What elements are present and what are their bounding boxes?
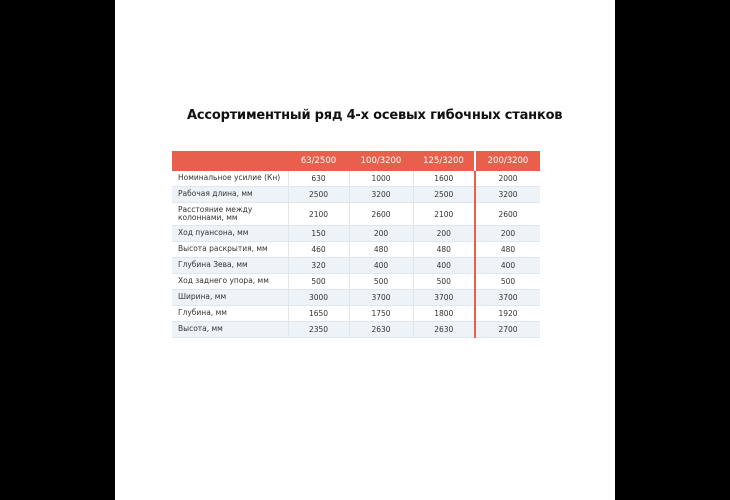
table-cell: 460 [288,242,349,258]
table-cell: 2500 [413,187,475,203]
table-cell: 3700 [349,290,413,306]
column-header-parameter [172,151,288,171]
table-cell: 1800 [413,306,475,322]
table-row [172,171,540,187]
table-cell: 2500 [288,187,349,203]
table-row [172,306,540,322]
row-label: Глубина, мм [172,306,288,322]
table-row [172,203,540,226]
table-cell: 200 [475,226,540,242]
table-cell: 630 [288,171,349,187]
table-row [172,226,540,242]
table-cell: 200 [349,226,413,242]
table-cell: 480 [349,242,413,258]
table-cell: 2630 [349,322,413,338]
row-label: Ход заднего упора, мм [172,274,288,290]
column-header-model: 200/3200 [475,151,540,171]
table-row [172,274,540,290]
table-cell: 3200 [349,187,413,203]
table-cell: 2600 [475,203,540,226]
table-cell: 500 [349,274,413,290]
document-page [115,0,615,500]
document-title: Ассортиментный ряд 4-х осевых гибочных станков [187,108,563,123]
table-cell: 500 [288,274,349,290]
table-cell: 1750 [349,306,413,322]
table-cell: 320 [288,258,349,274]
row-label: Глубина Зева, мм [172,258,288,274]
table-cell: 400 [349,258,413,274]
table-cell: 3000 [288,290,349,306]
column-header-model: 125/3200 [413,151,475,171]
column-header-model: 63/2500 [288,151,349,171]
table-cell: 1000 [349,171,413,187]
table-cell: 500 [413,274,475,290]
table-cell: 2100 [288,203,349,226]
column-header-model: 100/3200 [349,151,413,171]
table-row [172,187,540,203]
row-label: Высота, мм [172,322,288,338]
row-label: Высота раскрытия, мм [172,242,288,258]
table-cell: 3700 [413,290,475,306]
row-label: Ход пуансона, мм [172,226,288,242]
spec-table [172,151,540,338]
table-row [172,322,540,338]
table-cell: 1920 [475,306,540,322]
row-label: Номинальное усилие (Кн) [172,171,288,187]
table-cell: 1600 [413,171,475,187]
row-label: Ширина, мм [172,290,288,306]
table-header-row [172,151,540,171]
table-cell: 2700 [475,322,540,338]
table-cell: 2350 [288,322,349,338]
table-row [172,258,540,274]
table-cell: 480 [413,242,475,258]
table-cell: 2000 [475,171,540,187]
table-cell: 2600 [349,203,413,226]
row-label: Расстояние между колоннами, мм [172,203,288,226]
table-cell: 480 [475,242,540,258]
table-cell: 400 [413,258,475,274]
table-cell: 2100 [413,203,475,226]
table-cell: 200 [413,226,475,242]
table-cell: 1650 [288,306,349,322]
table-cell: 500 [475,274,540,290]
row-label: Рабочая длина, мм [172,187,288,203]
table-cell: 2630 [413,322,475,338]
table-cell: 150 [288,226,349,242]
table-row [172,290,540,306]
table-cell: 3700 [475,290,540,306]
table-row [172,242,540,258]
table-cell: 400 [475,258,540,274]
table-cell: 3200 [475,187,540,203]
